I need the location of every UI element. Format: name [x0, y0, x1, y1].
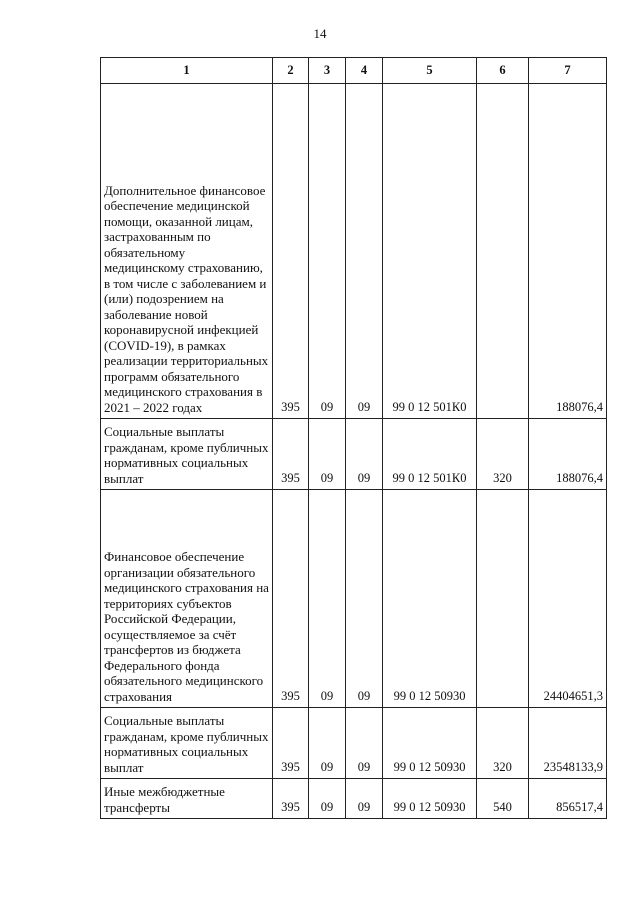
header-row — [101, 58, 607, 84]
row-name: Дополнительное финансовое обеспечение медицинской помощи, оказанной лицам, застрахованным по обязательному медицинскому страхованию, в том числе с заболеванием и (или) подозрением на заболевание новой коронавирусной инфекцией (COVID-19), в рамках реализации территориальных программ обязательного медицинского страхования в 2021 – 2022 годах — [101, 84, 273, 419]
budget-table — [100, 57, 607, 819]
row-subsection-code: 09 — [346, 708, 383, 779]
row-subsection-code: 09 — [346, 84, 383, 419]
row-expense-type: 320 — [477, 419, 529, 490]
table-row — [101, 490, 607, 708]
row-target-article: 99 0 12 50930 — [383, 779, 477, 819]
row-section-code: 09 — [309, 419, 346, 490]
row-target-article: 99 0 12 50930 — [383, 708, 477, 779]
row-name: Иные межбюджетные трансферты — [101, 779, 273, 819]
header-col-3: 3 — [309, 58, 346, 84]
header-col-6: 6 — [477, 58, 529, 84]
row-subsection-code: 09 — [346, 490, 383, 708]
row-target-article: 99 0 12 501К0 — [383, 84, 477, 419]
row-ministry-code: 395 — [273, 84, 309, 419]
table-row — [101, 779, 607, 819]
row-amount: 24404651,3 — [529, 490, 607, 708]
row-subsection-code: 09 — [346, 779, 383, 819]
table-row — [101, 419, 607, 490]
header-col-1: 1 — [101, 58, 273, 84]
row-name: Социальные выплаты гражданам, кроме публичных нормативных социальных выплат — [101, 708, 273, 779]
row-expense-type — [477, 490, 529, 708]
row-amount: 23548133,9 — [529, 708, 607, 779]
page-number: 14 — [313, 26, 327, 41]
row-amount: 856517,4 — [529, 779, 607, 819]
row-section-code: 09 — [309, 779, 346, 819]
header-col-4: 4 — [346, 58, 383, 84]
header-col-2: 2 — [273, 58, 309, 84]
row-ministry-code: 395 — [273, 490, 309, 708]
row-target-article: 99 0 12 50930 — [383, 490, 477, 708]
row-name: Финансовое обеспечение организации обязательного медицинского страхования на территориях субъектов Российской Федерации, осуществляемое за счёт трансфертов из бюджета Федерального фонда обязательного медицинского страхования — [101, 490, 273, 708]
table-row — [101, 708, 607, 779]
header-col-5: 5 — [383, 58, 477, 84]
header-col-7: 7 — [529, 58, 607, 84]
row-target-article: 99 0 12 501К0 — [383, 419, 477, 490]
row-name: Социальные выплаты гражданам, кроме публичных нормативных социальных выплат — [101, 419, 273, 490]
row-section-code: 09 — [309, 708, 346, 779]
row-section-code: 09 — [309, 84, 346, 419]
row-subsection-code: 09 — [346, 419, 383, 490]
row-expense-type: 320 — [477, 708, 529, 779]
table-row — [101, 84, 607, 419]
row-ministry-code: 395 — [273, 419, 309, 490]
row-amount: 188076,4 — [529, 419, 607, 490]
row-ministry-code: 395 — [273, 779, 309, 819]
row-ministry-code: 395 — [273, 708, 309, 779]
row-amount: 188076,4 — [529, 84, 607, 419]
row-expense-type — [477, 84, 529, 419]
row-expense-type: 540 — [477, 779, 529, 819]
row-section-code: 09 — [309, 490, 346, 708]
